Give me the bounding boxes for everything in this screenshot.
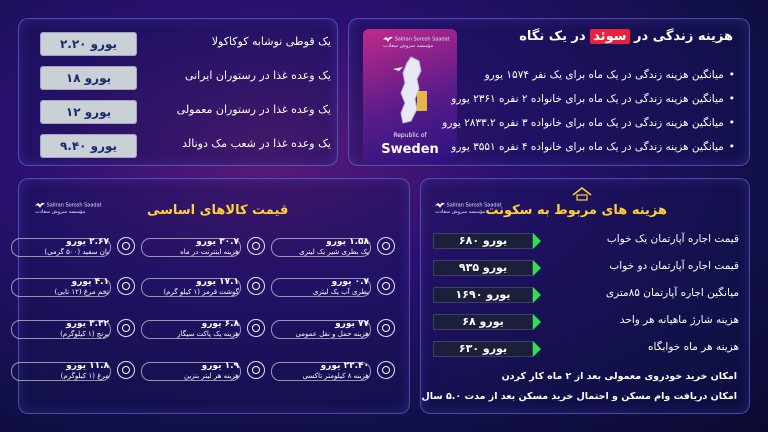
green-arrow-icon xyxy=(533,341,541,357)
housing-label: هزینه هر ماه خوابگاه xyxy=(648,341,739,353)
goods-price: ۳۰.۷ یورو xyxy=(196,237,239,247)
price-label: یک وعده غذا در رستوران ایرانی xyxy=(184,69,331,82)
chicken-icon xyxy=(117,361,135,379)
housing-label: میانگین اجاره آپارتمان ۸۵متری xyxy=(605,287,739,299)
meat-icon xyxy=(247,277,265,295)
price-row-iranian-restaurant xyxy=(41,67,331,89)
goods-name: هزینه ۸ کیلومتر تاکسی xyxy=(302,372,369,380)
price-label: یک قوطی نوشابه کوکاکولا xyxy=(211,35,331,48)
green-arrow-icon xyxy=(533,260,541,276)
house-icon xyxy=(571,187,593,201)
housing-row-dormitory xyxy=(433,341,739,357)
glance-title: هزینه زندگی در سوئد در یک نگاه xyxy=(519,29,733,44)
goods-name: هزینه اینترنت در ماه xyxy=(180,248,239,256)
taxi-icon xyxy=(377,361,395,379)
green-arrow-icon xyxy=(533,314,541,330)
goods-item xyxy=(141,319,265,343)
housing-row-85m xyxy=(433,287,739,303)
map-caption: Republic of xyxy=(393,132,427,139)
goods-price: ۴.۱ یورو xyxy=(71,277,109,287)
eggs-icon xyxy=(117,277,135,295)
price-row-cola xyxy=(41,33,331,55)
glance-item-family-3: • میانگین هزینه زندگی در یک ماه برای خانواده ۳ نفره ۲۸۳۳.۲ یورو xyxy=(442,117,735,129)
price-value: ۹.۴۰ یورو xyxy=(41,135,136,157)
glance-item-family-2: • میانگین هزینه زندگی در یک ماه برای خانواده ۲ نفره ۲۳۶۱ یورو xyxy=(451,93,735,105)
bread-icon xyxy=(117,237,135,255)
housing-label: هزینه شارژ ماهیانه هر واحد xyxy=(619,314,739,326)
housing-price: ۱۶۹۰ یورو xyxy=(433,287,533,303)
water-bottle-icon xyxy=(377,277,395,295)
bus-icon xyxy=(377,319,395,337)
goods-title: قیمت کالاهای اساسی xyxy=(147,203,289,218)
housing-price: ۶۳۰ یورو xyxy=(433,341,533,357)
price-value: ۱۲ یورو xyxy=(41,101,136,123)
food-prices-panel xyxy=(18,18,338,166)
goods-item xyxy=(141,237,265,261)
price-value: ۲.۲۰ یورو xyxy=(41,33,136,55)
goods-item xyxy=(11,361,135,385)
goods-price: ۱۱.۸ یورو xyxy=(66,361,109,371)
goods-name: هزینه حمل و نقل عمومی xyxy=(295,330,369,338)
price-value: ۱۸ یورو xyxy=(41,67,136,89)
housing-row-two-bedroom xyxy=(433,260,739,276)
housing-price: ۶۸۰ یورو xyxy=(433,233,533,249)
cost-at-a-glance-panel xyxy=(348,18,750,166)
housing-label: قیمت اجاره آپارتمان دو خواب xyxy=(609,260,739,272)
goods-price: ۱.۹ یورو xyxy=(201,361,239,371)
goods-item xyxy=(141,361,265,385)
sweden-map-illustration xyxy=(363,29,457,163)
goods-item xyxy=(271,319,395,343)
housing-label: قیمت اجاره آپارتمان یک خواب xyxy=(606,233,739,245)
goods-item xyxy=(271,277,395,301)
housing-title: هزینه های مربوط به سکونت xyxy=(485,203,667,218)
goods-item xyxy=(271,361,395,385)
housing-row-one-bedroom xyxy=(433,233,739,249)
price-label: یک وعده غذا در رستوران معمولی xyxy=(176,103,331,116)
price-label: یک وعده غذا در شعب مک دونالد xyxy=(182,137,331,150)
goods-name: هزینه هر لیتر بنزین xyxy=(183,372,239,380)
housing-row-service-charge xyxy=(433,314,739,330)
cigarette-icon xyxy=(247,319,265,337)
goods-price: ۲۲.۴۰ یورو xyxy=(320,361,369,371)
glance-item-family-4: • میانگین هزینه زندگی در یک ماه برای خانواده ۴ نفره ۳۵۵۱ یورو xyxy=(451,141,735,153)
fuel-icon xyxy=(247,361,265,379)
goods-item xyxy=(11,277,135,301)
housing-price: ۶۸ یورو xyxy=(433,314,533,330)
green-arrow-icon xyxy=(533,233,541,249)
green-arrow-icon xyxy=(533,287,541,303)
car-purchase-note: امکان خرید خودروی معمولی بعد از ۲ ماه کار کردن xyxy=(501,371,737,382)
brand-logo: Sallran Sorosh Saadat مؤسسه سروش سعادت xyxy=(35,202,102,215)
housing-price: ۹۳۵ یورو xyxy=(433,260,533,276)
goods-price: ۷۷ یورو xyxy=(335,319,369,329)
goods-item xyxy=(141,277,265,301)
goods-price: ۰.۷ یورو xyxy=(331,277,369,287)
wifi-icon xyxy=(247,237,265,255)
rice-icon xyxy=(117,319,135,337)
country-highlight: سوئد xyxy=(590,29,629,44)
goods-name: تخم مرغ (۱۲ تایی) xyxy=(54,288,109,296)
basic-goods-panel xyxy=(18,178,410,414)
goods-price: ۲.۶۷ یورو xyxy=(66,237,109,247)
goods-price: ۱.۵۸ یورو xyxy=(326,237,369,247)
goods-name: بطری آب یک لیتری xyxy=(312,288,369,296)
bird-logo-icon xyxy=(383,35,393,43)
goods-name: هزینه یک پاکت سیگار xyxy=(177,330,239,338)
glance-item-single: • میانگین هزینه زندگی در یک ماه برای یک نفر ۱۵۷۴ یورو xyxy=(485,69,735,81)
milk-icon xyxy=(377,237,395,255)
map-country-name: Sweden xyxy=(381,142,439,157)
goods-name: نان سفید (۵۰۰ گرمی) xyxy=(44,248,109,256)
goods-price: ۶.۸ یورو xyxy=(201,319,239,329)
price-row-regular-restaurant xyxy=(41,101,331,123)
goods-name: گوشت قرمز (۱ کیلو گرم) xyxy=(163,288,239,296)
goods-price: ۳.۳۲ یورو xyxy=(66,319,109,329)
goods-price: ۱۷.۱ یورو xyxy=(196,277,239,287)
mortgage-note: امکان دریافت وام مسکن و احتمال خرید مسکن بعد از مدت ۵.۰ سال xyxy=(421,391,737,402)
brand-logo: Sallran Sorosh Saadat مؤسسه سروش سعادت xyxy=(383,36,450,49)
goods-name: برنج (۱ کیلوگرم) xyxy=(60,330,109,338)
bird-logo-icon xyxy=(35,201,45,209)
brand-logo: Sallran Sorosh Saadat مؤسسه سروش سعادت xyxy=(435,202,502,215)
goods-item xyxy=(11,237,135,261)
sweden-map-icon xyxy=(389,55,429,125)
goods-item xyxy=(271,237,395,261)
goods-name: یک بطری شیر یک لیتری xyxy=(299,248,369,256)
housing-costs-panel xyxy=(420,178,750,414)
bird-logo-icon xyxy=(435,201,445,209)
goods-name: مرغ (۱ کیلوگرم) xyxy=(60,372,109,380)
price-row-mcdonalds xyxy=(41,135,331,157)
goods-item xyxy=(11,319,135,343)
